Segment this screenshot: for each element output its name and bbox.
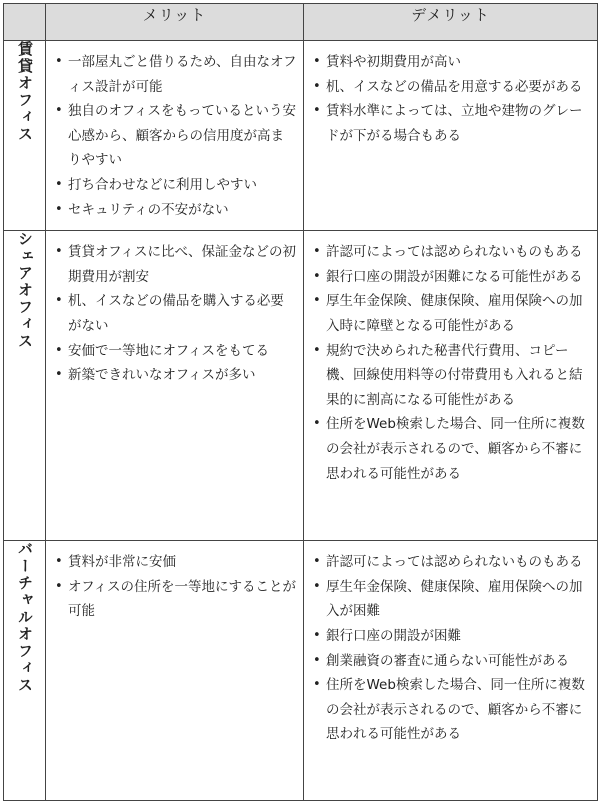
merit-list: [46, 41, 303, 230]
merit-list: [46, 231, 303, 396]
merit-cell: [46, 231, 304, 541]
list-item: • 規約で決められた秘書代行費用、コピー機、回線使用料等の付帯費用も入れると結果的に割高になる可能性がある: [312, 339, 591, 413]
office-row-rental: [4, 41, 598, 231]
office-row-shared: [4, 231, 598, 541]
list-item: • 賃貸オフィスに比べ、保証金などの初期費用が割安: [54, 240, 297, 289]
list-item: • 打ち合わせなどに利用しやすい: [54, 173, 297, 198]
list-item: • 賃料が非常に安価: [54, 550, 297, 575]
list-item: • 独自のオフィスをもっているという安心感から、顧客からの信用度が高まりやすい: [54, 99, 297, 173]
row-label-cell: [4, 41, 46, 231]
merit-cell: [46, 541, 304, 801]
list-item: • 一部屋丸ごと借りるため、自由なオフィス設計が可能: [54, 50, 297, 99]
list-item: • 賃料や初期費用が高い: [312, 50, 591, 75]
list-item: • セキュリティの不安がない: [54, 198, 297, 223]
list-item: • 机、イスなどの備品を購入する必要がない: [54, 289, 297, 338]
comparison-table: [3, 3, 598, 801]
office-row-virtual: [4, 541, 598, 801]
merit-header: メリット: [46, 4, 304, 41]
list-item: • 創業融資の審査に通らない可能性がある: [312, 649, 591, 674]
list-item: • 厚生年金保険、健康保険、雇用保険への加入時に障壁となる可能性がある: [312, 289, 591, 338]
list-item: • 賃料水準によっては、立地や建物のグレードが下がる場合もある: [312, 99, 591, 148]
list-item: • 銀行口座の開設が困難: [312, 624, 591, 649]
demerit-list: [304, 541, 597, 755]
demerit-list: [304, 231, 597, 494]
header-row: [4, 4, 598, 41]
list-item: • 銀行口座の開設が困難になる可能性がある: [312, 265, 591, 290]
demerit-cell: [304, 231, 598, 541]
corner-cell: [4, 4, 46, 41]
demerit-cell: [304, 41, 598, 231]
row-label: バーチャルオフィス: [16, 541, 34, 695]
demerit-cell: [304, 541, 598, 801]
list-item: • 新築できれいなオフィスが多い: [54, 363, 297, 388]
row-label: 賃貸オフィス: [16, 41, 34, 143]
list-item: • 安価で一等地にオフィスをもてる: [54, 339, 297, 364]
list-item: • 許認可によっては認められないものもある: [312, 550, 591, 575]
merit-cell: [46, 41, 304, 231]
row-label-cell: [4, 231, 46, 541]
demerit-list: [304, 41, 597, 156]
list-item: • オフィスの住所を一等地にすることが可能: [54, 575, 297, 624]
row-label-cell: [4, 541, 46, 801]
list-item: • 机、イスなどの備品を用意する必要がある: [312, 75, 591, 100]
demerit-header: デメリット: [304, 4, 598, 41]
list-item: • 許認可によっては認められないものもある: [312, 240, 591, 265]
merit-list: [46, 541, 303, 632]
row-label: シェアオフィス: [16, 231, 34, 351]
list-item: • 住所をWeb検索した場合、同一住所に複数の会社が表示されるので、顧客から不審に思われる可能性がある: [312, 673, 591, 747]
list-item: • 厚生年金保険、健康保険、雇用保険への加入が困難: [312, 575, 591, 624]
list-item: • 住所をWeb検索した場合、同一住所に複数の会社が表示されるので、顧客から不審に思われる可能性がある: [312, 412, 591, 486]
